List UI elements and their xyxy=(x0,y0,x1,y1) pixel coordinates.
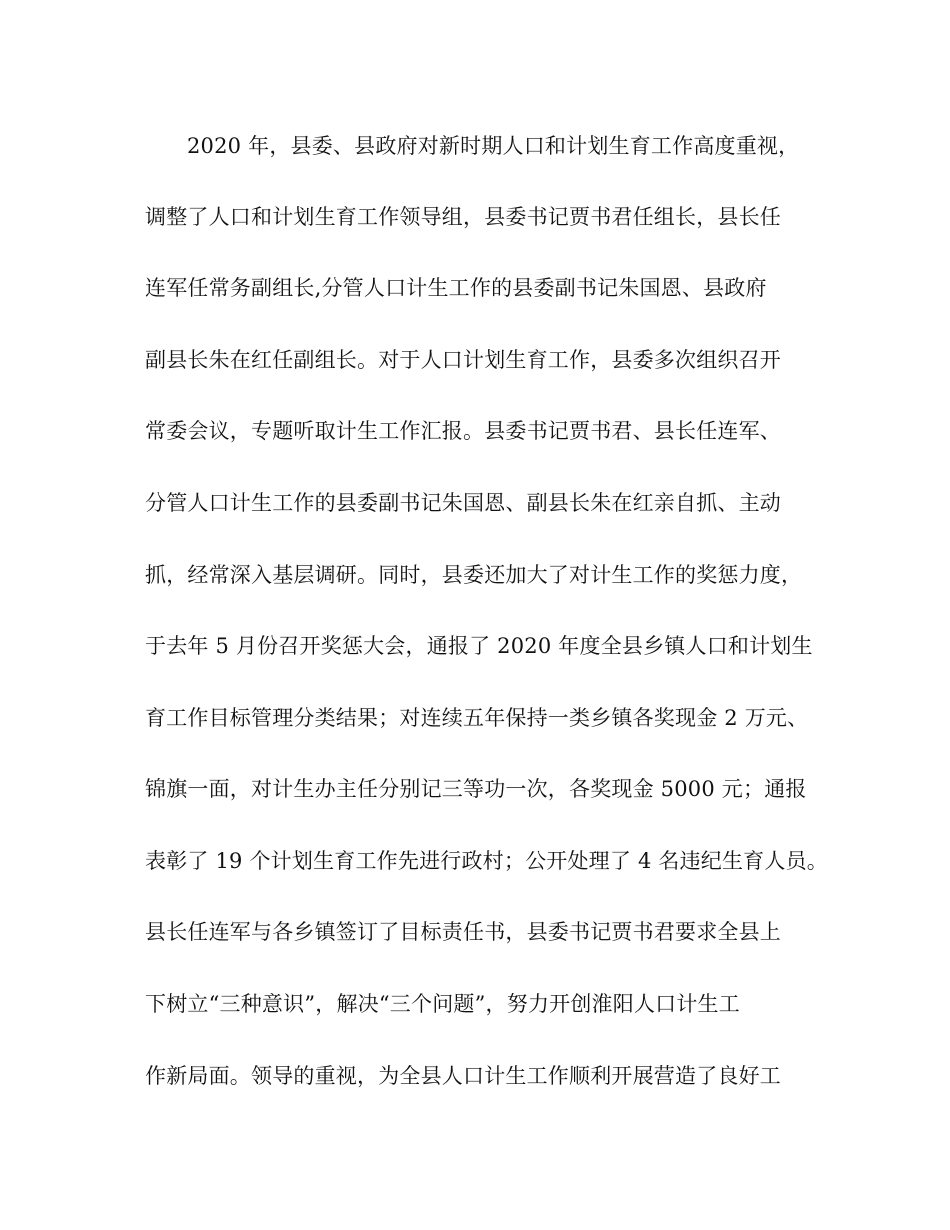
paragraph-line-10: 锦旗一面，对计生办主任分别记三等功一次，各奖现金 5000 元；通报 xyxy=(145,777,807,801)
paragraph-line-9: 育工作目标管理分类结果；对连续五年保持一类乡镇各奖现金 2 万元、 xyxy=(145,706,809,730)
paragraph-line-11: 表彰了 19 个计划生育工作先进行政村；公开处理了 4 名违纪生育人员。 xyxy=(145,849,828,873)
paragraph-line-8: 于去年 5 月份召开奖惩大会，通报了 2020 年度全县乡镇人口和计划生 xyxy=(145,634,813,658)
paragraph-line-5: 常委会议，专题听取计生工作汇报。县委书记贾书君、县长任连军、 xyxy=(145,419,781,443)
paragraph-line-12: 县长任连军与各乡镇签订了目标责任书，县委书记贾书君要求全县上 xyxy=(145,920,781,944)
paragraph-line-6: 分管人口计生工作的县委副书记朱国恩、副县长朱在红亲自抓、主动 xyxy=(145,491,781,515)
paragraph-line-2: 调整了人口和计划生育工作领导组，县委书记贾书君任组长，县长任 xyxy=(145,205,781,229)
paragraph-line-13: 下树立“三种意识”，解决“三个问题”，努力开创淮阳人口计生工 xyxy=(145,992,740,1016)
paragraph-line-4: 副县长朱在红任副组长。对于人口计划生育工作，县委多次组织召开 xyxy=(145,348,781,372)
paragraph-line-14: 作新局面。领导的重视，为全县人口计生工作顺利开展营造了良好工 xyxy=(145,1064,781,1088)
paragraph-line-1: 2020 年，县委、县政府对新时期人口和计划生育工作高度重视， xyxy=(187,134,800,158)
paragraph-line-7: 抓，经常深入基层调研。同时，县委还加大了对计生工作的奖惩力度， xyxy=(145,563,803,587)
paragraph-line-3: 连军任常务副组长,分管人口计生工作的县委副书记朱国恩、县政府 xyxy=(145,276,767,300)
